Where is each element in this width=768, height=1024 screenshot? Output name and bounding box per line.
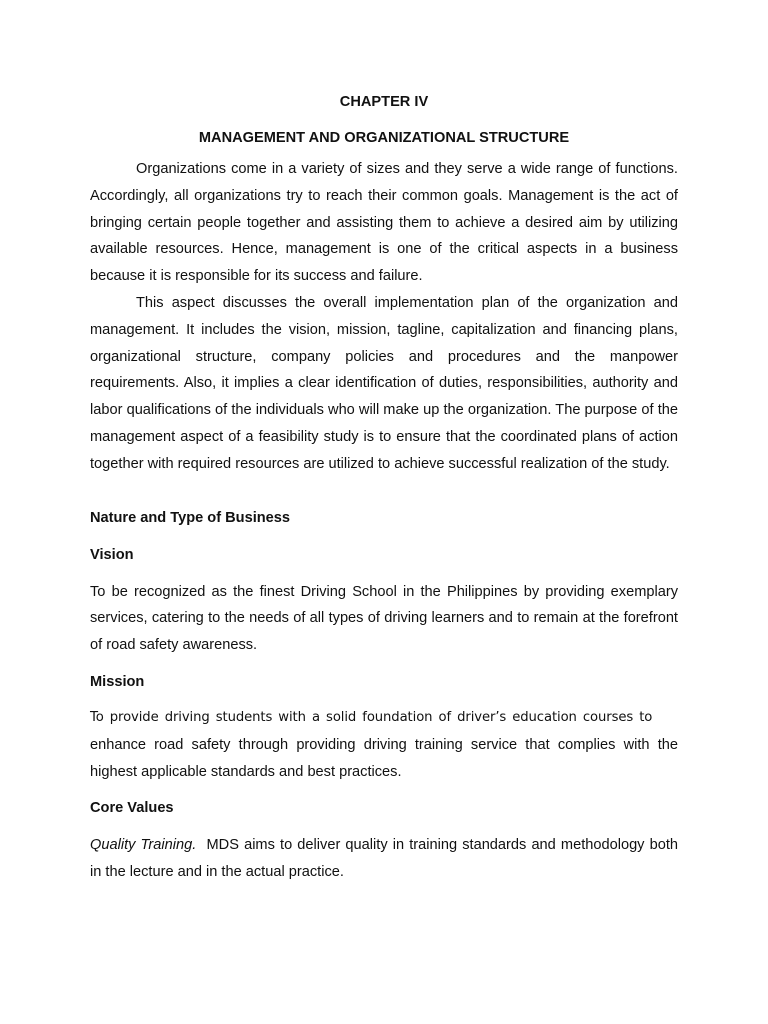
quality-training-text: MDS aims to deliver quality in training standards and methodology both in the lecture and in the actual practice. [90, 837, 679, 881]
page-content [90, 92, 678, 886]
quality-training-label: Quality Training. [90, 837, 197, 854]
mission-heading: Mission [90, 673, 145, 690]
chapter-title: MANAGEMENT AND ORGANIZATIONAL STRUCTURE [198, 130, 570, 146]
core-values-heading: Core Values [90, 800, 174, 817]
intro-paragraph-2: This aspect discusses the overall implementation plan of the organization and management. It includes the vision, mission, tagline, capitalization and financing plans, organizational structure, company policies and procedures and the manpower requirements. Also, it implies a clear identification of duties, responsibilities, authority and labor qualifications of the individuals who will make up the organization. The purpose of the management aspect of a feasibility study is to ensure that the coordinated plans of action together with required resources are utilized to achieve successful realization of the study. [90, 294, 678, 472]
intro-paragraph-1: Organizations come in a variety of sizes and they serve a wide range of functions. Accordingly, all organizations try to reach their common goals. Management is the act of bringing certain people together and assisting them to achieve a desired aim by utilizing available resources. Hence, management is one of the critical aspects in a business because it is responsible for its success and failure. [90, 161, 678, 285]
mission-text [90, 705, 678, 785]
mission-text-line-1: To provide driving students with a solid foundation of driver’s education courses to [90, 709, 653, 725]
core-value-quality [90, 832, 678, 886]
nature-heading: Nature and Type of Business [90, 509, 291, 526]
vision-heading: Vision [90, 546, 134, 563]
mission-text-rest: enhance road safety through providing driving training service that complies with the highest applicable standards and best practices. [90, 736, 678, 780]
vision-text: To be recognized as the finest Driving School in the Philippines by providing exemplary services, catering to the needs of all types of driving learners and to remain at the forefront of road safety awareness. [90, 583, 678, 654]
chapter-number: CHAPTER IV [339, 94, 429, 110]
